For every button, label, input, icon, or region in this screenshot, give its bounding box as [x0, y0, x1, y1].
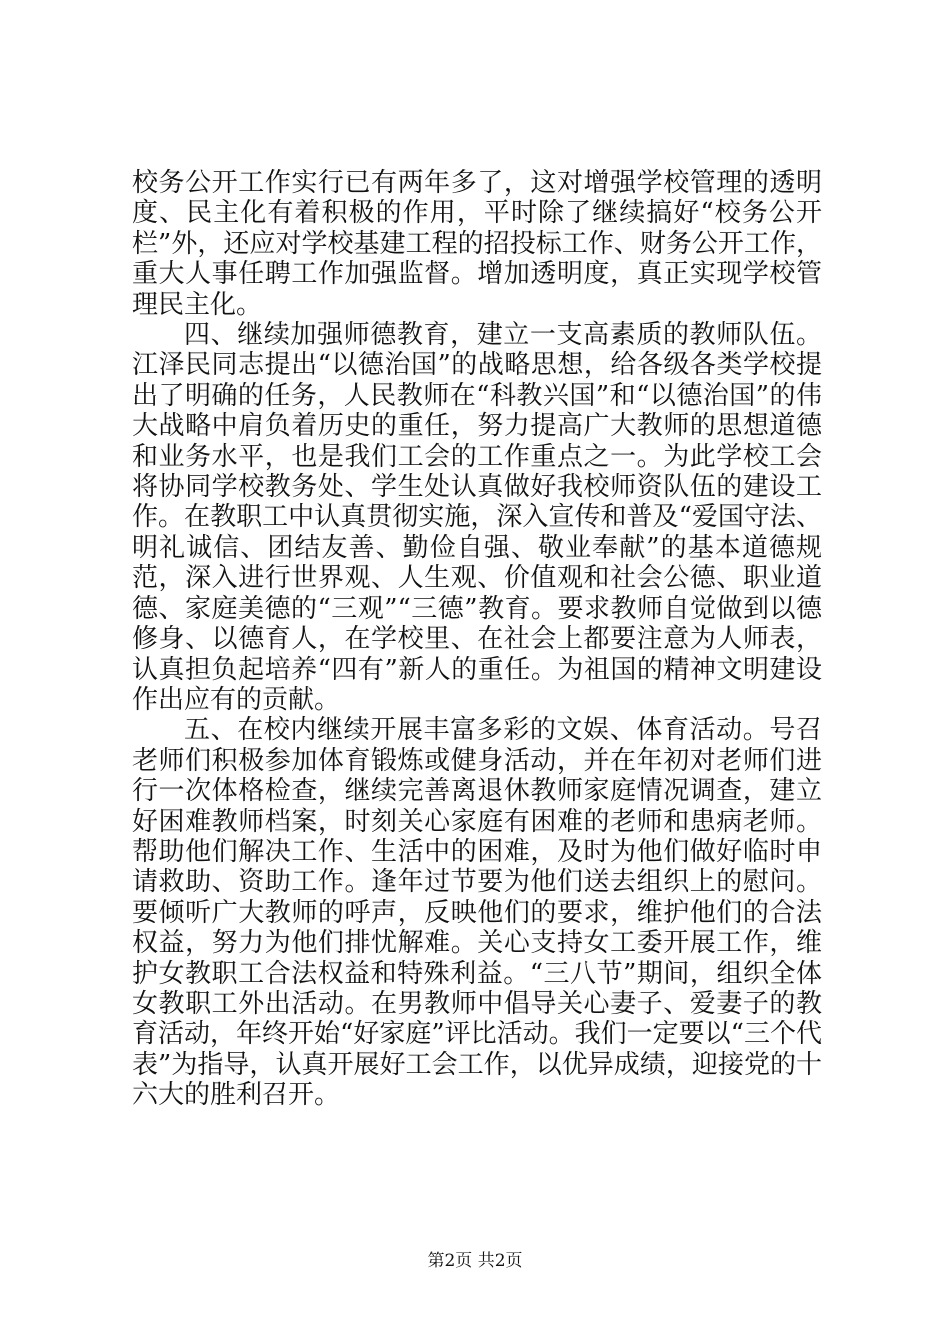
- paragraph-section-four: 四、继续加强师德教育，建立一支高素质的教师队伍。江泽民同志提出“以德治国”的战略思想，给各级各类学校提出了明确的任务，人民教师在“科教兴国”和“以德治国”的伟大战略中肩负着历史的重任，努力提高广大教师的思想道德和业务水平，也是我们工会的工作重点之一。为此学校工会将协同学校教务处、学生处认真做好我校师资队伍的建设工作。在教职工中认真贯彻实施，深入宣传和普及“爱国守法、明礼诚信、团结友善、勤俭自强、敬业奉献”的基本道德规范，深入进行世界观、人生观、价值观和社会公德、职业道德、家庭美德的“三观”“三德”教育。要求教师自觉做到以德修身、以德育人，在学校里、在社会上都要注意为人师表，认真担负起培养“四有”新人的重任。为祖国的精神文明建设作出应有的贡献。: [132, 320, 822, 715]
- page-number-footer: 第2页 共2页: [427, 1251, 523, 1271]
- document-body: [132, 168, 822, 1111]
- paragraph-continued: 校务公开工作实行已有两年多了，这对增强学校管理的透明度、民主化有着积极的作用，平时除了继续搞好“校务公开栏”外，还应对学校基建工程的招投标工作、财务公开工作，重大人事任聘工作加强监督。增加透明度，真正实现学校管理民主化。: [132, 168, 822, 320]
- paragraph-section-five: 五、在校内继续开展丰富多彩的文娱、体育活动。号召老师们积极参加体育锻炼或健身活动，并在年初对老师们进行一次体格检查，继续完善离退休教师家庭情况调查，建立好困难教师档案，时刻关心家庭有困难的老师和患病老师。帮助他们解决工作、生活中的困难，及时为他们做好临时申请救助、资助工作。逢年过节要为他们送去组织上的慰问。要倾听广大教师的呼声，反映他们的要求，维护他们的合法权益，努力为他们排忧解难。关心支持女工委开展工作，维护女教职工合法权益和特殊利益。“三八节”期间，组织全体女教职工外出活动。在男教师中倡导关心妻子、爱妻子的教育活动，年终开始“好家庭”评比活动。我们一定要以“三个代表”为指导，认真开展好工会工作，以优异成绩，迎接党的十六大的胜利召开。: [132, 715, 822, 1111]
